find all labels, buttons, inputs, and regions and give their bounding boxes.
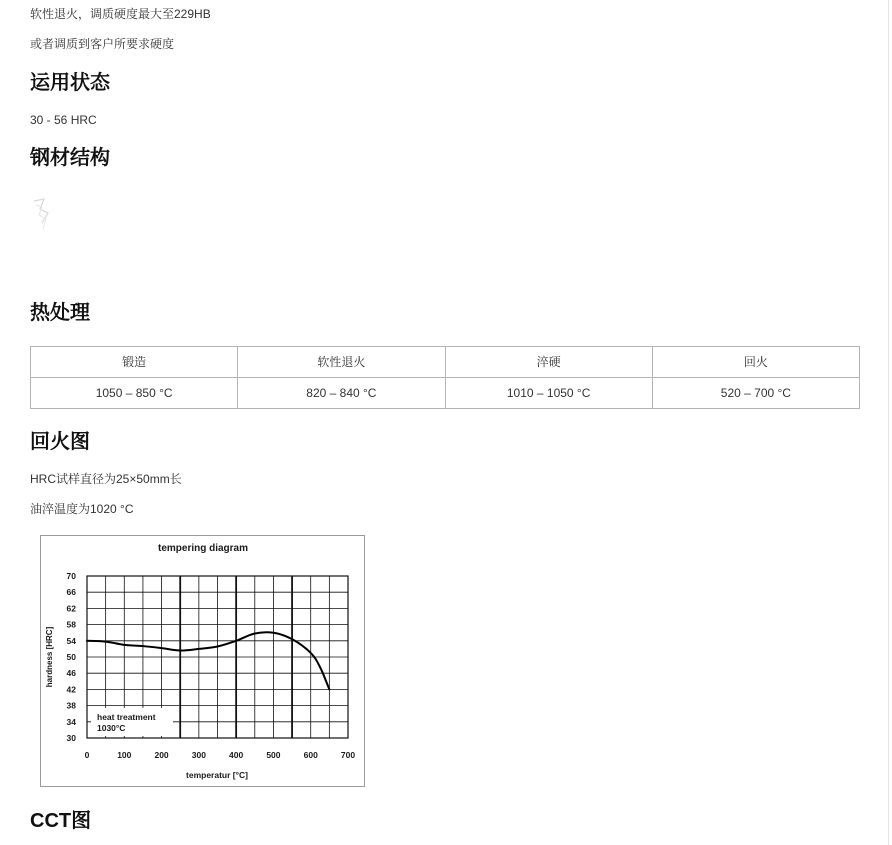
- y-tick-label: 46: [66, 668, 76, 679]
- y-tick-label: 34: [66, 716, 76, 727]
- heat-treatment-table: [30, 346, 860, 409]
- structure-heading: 钢材结构: [30, 147, 110, 169]
- application-heading: 运用状态: [30, 72, 110, 94]
- chart-title: tempering diagram: [157, 543, 249, 554]
- y-tick-label: 42: [66, 684, 76, 695]
- x-tick-label: 200: [154, 750, 169, 760]
- y-tick-label: 70: [66, 571, 76, 581]
- y-tick-label: 58: [66, 619, 76, 630]
- table-header-soft-annealing: 软性退火: [238, 347, 445, 378]
- y-tick-label: 30: [66, 733, 76, 743]
- table-row: [31, 378, 860, 409]
- tempering-diagram-svg: [40, 535, 365, 787]
- broken-image-icon: [30, 195, 62, 235]
- annotation-heat-treatment: heat treatment: [97, 712, 156, 722]
- table-cell-forging: 1050 – 850 °C: [31, 378, 238, 409]
- y-tick-label: 62: [66, 603, 76, 614]
- x-tick-label: 700: [340, 750, 356, 760]
- hardness-range-text: 30 - 56 HRC: [30, 113, 97, 127]
- y-tick-label: 66: [66, 587, 76, 598]
- table-cell-soft-annealing: 820 – 840 °C: [238, 378, 445, 409]
- table-header-tempering: 回火: [652, 347, 859, 378]
- y-tick-labels: [67, 571, 77, 743]
- x-tick-label: 600: [303, 750, 318, 760]
- tempering-heading: 回火图: [30, 431, 90, 453]
- table-cell-hardening: 1010 – 1050 °C: [445, 378, 652, 409]
- x-tick-label: 0: [84, 750, 90, 760]
- heat-treatment-heading: 热处理: [30, 302, 90, 324]
- x-tick-label: 400: [229, 750, 244, 760]
- x-axis-label: temperatur [°C]: [186, 770, 248, 780]
- quench-temperature-note: 油淬温度为1020 °C: [30, 502, 134, 516]
- y-tick-label: 38: [66, 700, 76, 711]
- custom-hardness-text: 或者调质到客户所要求硬度: [30, 37, 175, 51]
- table-header-forging: 锻造: [31, 347, 238, 378]
- table-header-hardening: 淬硬: [445, 347, 652, 378]
- x-tick-label: 300: [191, 750, 206, 760]
- y-tick-label: 50: [66, 652, 76, 662]
- x-tick-label: 100: [117, 750, 132, 760]
- table-cell-tempering: 520 – 700 °C: [652, 378, 859, 409]
- page-edge-line: [888, 0, 889, 845]
- annotation-temperature: 1030°C: [97, 723, 126, 733]
- x-tick-label: 500: [266, 750, 281, 760]
- cct-heading: CCT图: [30, 810, 92, 832]
- tempering-diagram: [40, 535, 365, 787]
- y-axis-label: hardness [HRC]: [45, 626, 54, 688]
- sample-size-note: HRC试样直径为25×50mm长: [30, 472, 182, 486]
- annealing-hardness-text: 软性退火，调质硬度最大至229HB: [30, 7, 211, 21]
- table-header-row: [31, 347, 860, 378]
- y-tick-label: 54: [66, 635, 76, 646]
